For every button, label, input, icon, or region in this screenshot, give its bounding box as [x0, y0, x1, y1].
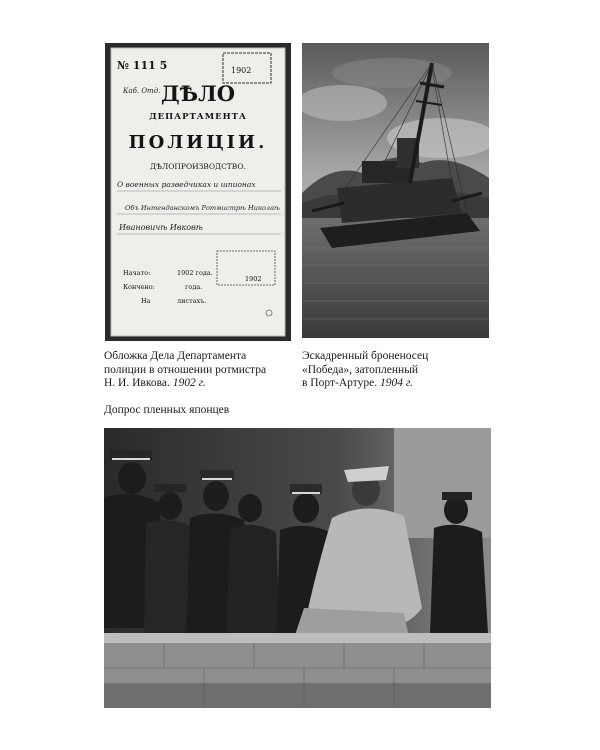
case-sheets-prefix: На — [141, 297, 151, 305]
case-department: ДЕПАРТАМЕНТА — [149, 112, 247, 122]
battleship-caption — [302, 350, 428, 391]
case-caption-line3: Н. И. Ивкова. 1902 г. — [104, 377, 206, 389]
case-caption-year: 1902 г. — [172, 377, 206, 389]
case-ended-value: года. — [185, 283, 203, 291]
case-cabinet: Каб. Отд. — [123, 87, 161, 95]
ship-caption-year: 1904 г. — [379, 377, 414, 389]
police-case-cover-photo — [105, 43, 291, 341]
ship-caption-line1: Эскадренный броненосец — [302, 350, 429, 362]
case-ended-label: Кончено: — [123, 283, 155, 291]
case-started-label: Начато: — [123, 269, 151, 277]
case-started-value: 1902 года. — [177, 269, 213, 277]
case-proceedings: ДѢЛОПРОИЗВОДСТВО. — [150, 162, 246, 171]
case-title: ДѢЛО — [160, 81, 236, 106]
case-caption-line1: Обложка Дела Департамента — [104, 350, 247, 362]
case-handwritten-name: Ивановичѣ Ивковѣ — [119, 223, 203, 232]
case-police: ПОЛИЦIИ. — [128, 132, 268, 153]
case-caption-line2: полиции в отношении ротмистра — [104, 363, 267, 376]
ship-caption-line2: «Победа», затопленный — [302, 363, 419, 376]
ship-caption-line3: в Порт-Артуре. 1904 г. — [302, 377, 414, 389]
case-sheets-label: листахъ. — [177, 297, 207, 305]
case-handwritten-subject: О военных разведчиках и шпионах — [117, 180, 256, 189]
case-stamp-bottom: 1902 — [245, 275, 262, 283]
case-number: № 111 5 — [117, 59, 168, 72]
prisoners-caption — [104, 404, 229, 418]
sunken-battleship-photo — [302, 43, 489, 338]
japanese-prisoners-interrogation-photo — [104, 428, 491, 708]
case-handwritten-officer: Объ Интенданскомъ Ротмистрѣ Николаѣ — [125, 204, 280, 212]
case-cover-caption — [104, 350, 266, 391]
prisoners-caption-line1: Допрос пленных японцев — [104, 404, 230, 416]
case-stamp-top: 1902 — [231, 66, 252, 75]
